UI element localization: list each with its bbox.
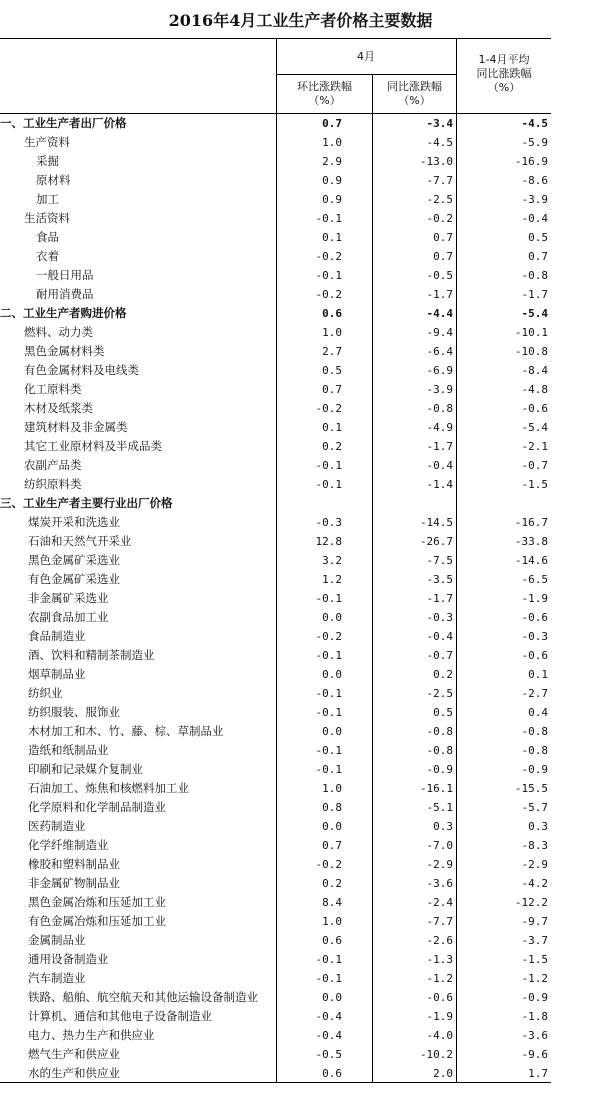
mom-value: 0.0	[322, 611, 342, 624]
avg-value: -3.7	[521, 934, 548, 947]
row-label: 石油加工、炼焦和核燃料加工业	[28, 781, 189, 795]
row-label: 有色金属矿采选业	[28, 572, 120, 586]
mom-value: 0.2	[322, 877, 342, 890]
avg-value: -0.8	[521, 725, 548, 738]
table-row	[0, 209, 551, 228]
table-row	[0, 494, 551, 513]
table-row	[0, 133, 551, 152]
mom-value: -0.2	[315, 858, 342, 871]
yoy-value: -2.4	[426, 896, 453, 909]
mom-value: 0.8	[322, 801, 342, 814]
header-avg-label-1: 1-4月平均	[478, 53, 530, 66]
mom-value: 0.0	[322, 725, 342, 738]
yoy-value: -6.9	[426, 364, 453, 377]
table-row	[0, 760, 551, 779]
yoy-value: -7.0	[426, 839, 453, 852]
table-row	[0, 703, 551, 722]
yoy-value: -1.7	[426, 592, 453, 605]
mom-value: 2.7	[322, 345, 342, 358]
avg-value: -1.2	[521, 972, 548, 985]
row-label: 医药制造业	[28, 819, 86, 833]
header-mom-unit: （%）	[308, 94, 341, 107]
row-label: 化学原料和化学制品制造业	[28, 800, 166, 814]
table-row	[0, 380, 551, 399]
avg-value: -4.2	[521, 877, 548, 890]
yoy-value: -3.5	[426, 573, 453, 586]
yoy-value: -7.5	[426, 554, 453, 567]
row-label: 食品	[36, 230, 59, 244]
table-row	[0, 589, 551, 608]
table-row	[0, 285, 551, 304]
avg-value: -16.9	[514, 155, 548, 168]
yoy-value: -0.6	[426, 991, 453, 1004]
table-row	[0, 912, 551, 931]
avg-value: -10.8	[514, 345, 548, 358]
page-title: 2016年4月工业生产者价格主要数据	[168, 11, 433, 30]
avg-value: -1.9	[521, 592, 548, 605]
row-label: 非金属矿采选业	[28, 591, 109, 605]
row-label: 有色金属冶炼和压延加工业	[28, 914, 166, 928]
mom-value: -0.4	[315, 1010, 342, 1023]
mom-value: 1.0	[322, 782, 342, 795]
mom-value: -0.1	[315, 478, 342, 491]
table-row	[0, 1026, 551, 1045]
row-label: 衣着	[36, 249, 59, 263]
yoy-value: -0.5	[426, 269, 453, 282]
table-row	[0, 798, 551, 817]
table-row	[0, 152, 551, 171]
row-label: 化工原料类	[24, 382, 82, 396]
mom-value: 0.1	[322, 231, 342, 244]
mom-value: 0.5	[322, 364, 342, 377]
row-label: 木材及纸浆类	[24, 401, 93, 415]
row-label: 化学纤维制造业	[28, 838, 109, 852]
avg-value: -0.8	[521, 269, 548, 282]
row-label: 橡胶和塑料制品业	[28, 857, 120, 871]
avg-value: -4.5	[521, 117, 548, 130]
row-label: 燃料、动力类	[24, 325, 93, 339]
yoy-value: -0.9	[426, 763, 453, 776]
mom-value: -0.1	[315, 649, 342, 662]
mom-value: -0.4	[315, 1029, 342, 1042]
header-mom-label: 环比涨跌幅	[297, 80, 352, 93]
yoy-value: 0.5	[433, 706, 453, 719]
table-row	[0, 323, 551, 342]
avg-value: -1.7	[521, 288, 548, 301]
yoy-value: -0.7	[426, 649, 453, 662]
avg-value: -2.9	[521, 858, 548, 871]
avg-value: 0.5	[528, 231, 548, 244]
table-row	[0, 817, 551, 836]
avg-value: -1.8	[521, 1010, 548, 1023]
table-row	[0, 741, 551, 760]
avg-value: -0.6	[521, 611, 548, 624]
avg-value: -0.7	[521, 459, 548, 472]
mom-value: -0.2	[315, 288, 342, 301]
avg-value: -2.1	[521, 440, 548, 453]
table-row	[0, 456, 551, 475]
row-label: 食品制造业	[28, 629, 86, 643]
table-row	[0, 532, 551, 551]
table-row	[0, 190, 551, 209]
mom-value: -0.1	[315, 269, 342, 282]
table-row	[0, 722, 551, 741]
row-label: 一般日用品	[36, 268, 94, 282]
row-label: 造纸和纸制品业	[28, 743, 109, 757]
table-row	[0, 418, 551, 437]
row-label: 铁路、船舶、航空航天和其他运输设备制造业	[28, 990, 258, 1004]
table-row	[0, 988, 551, 1007]
row-label: 金属制品业	[28, 933, 86, 947]
mom-value: -0.1	[315, 687, 342, 700]
mom-value: 0.1	[322, 421, 342, 434]
table-row	[0, 893, 551, 912]
header-avg-label-2: 同比涨跌幅	[476, 67, 532, 80]
header-yoy-unit: （%）	[398, 94, 431, 107]
mom-value: -0.2	[315, 402, 342, 415]
avg-value: -8.6	[521, 174, 548, 187]
avg-value: -3.9	[521, 193, 548, 206]
row-label: 电力、热力生产和供应业	[28, 1028, 155, 1042]
row-label: 汽车制造业	[28, 971, 86, 985]
mom-value: -0.1	[315, 706, 342, 719]
table-row	[0, 399, 551, 418]
yoy-value: -3.4	[426, 117, 453, 130]
header-yoy-label: 同比涨跌幅	[387, 80, 442, 93]
mom-value: 0.9	[322, 193, 342, 206]
yoy-value: -10.2	[419, 1048, 453, 1061]
table-row	[0, 570, 551, 589]
row-label: 煤炭开采和洗选业	[28, 515, 120, 529]
avg-value: 1.7	[528, 1067, 548, 1080]
row-label: 燃气生产和供应业	[28, 1047, 120, 1061]
table-row	[0, 665, 551, 684]
avg-value: -2.7	[521, 687, 548, 700]
row-label: 计算机、通信和其他电子设备制造业	[28, 1009, 212, 1023]
yoy-value: -4.0	[426, 1029, 453, 1042]
avg-value: -5.4	[521, 307, 548, 320]
row-label: 生活资料	[24, 211, 70, 225]
table-row	[0, 171, 551, 190]
avg-value: -10.1	[514, 326, 548, 339]
avg-value: 0.1	[528, 668, 548, 681]
yoy-value: -3.6	[426, 877, 453, 890]
yoy-value: -7.7	[426, 915, 453, 928]
table-row	[0, 608, 551, 627]
table-row	[0, 228, 551, 247]
table-row	[0, 361, 551, 380]
row-label: 一、工业生产者出厂价格	[0, 116, 127, 130]
row-label: 非金属矿物制品业	[28, 876, 120, 890]
row-label: 黑色金属材料类	[24, 344, 105, 358]
yoy-value: -2.6	[426, 934, 453, 947]
avg-value: 0.3	[528, 820, 548, 833]
row-label: 其它工业原材料及半成品类	[24, 439, 162, 453]
row-label: 水的生产和供应业	[28, 1066, 120, 1080]
table-row	[0, 513, 551, 532]
row-label: 黑色金属矿采选业	[28, 553, 120, 567]
header-avg-unit: （%）	[487, 81, 521, 94]
avg-value: 0.4	[528, 706, 548, 719]
mom-value: -0.1	[315, 592, 342, 605]
row-label: 耐用消费品	[36, 287, 94, 301]
yoy-value: -0.3	[426, 611, 453, 624]
avg-value: -6.5	[521, 573, 548, 586]
mom-value: -0.1	[315, 459, 342, 472]
avg-value: -0.6	[521, 402, 548, 415]
row-label: 农副产品类	[24, 458, 82, 472]
table-row	[0, 684, 551, 703]
yoy-value: -0.8	[426, 725, 453, 738]
mom-value: 2.9	[322, 155, 342, 168]
yoy-value: -14.5	[419, 516, 453, 529]
table-row	[0, 304, 551, 323]
yoy-value: 0.2	[433, 668, 453, 681]
yoy-value: -13.0	[419, 155, 453, 168]
mom-value: 12.8	[315, 535, 342, 548]
table-row	[0, 437, 551, 456]
avg-value: -0.9	[521, 763, 548, 776]
avg-value: -14.6	[514, 554, 548, 567]
mom-value: 3.2	[322, 554, 342, 567]
avg-value: -1.5	[521, 478, 548, 491]
yoy-value: -1.3	[426, 953, 453, 966]
yoy-value: -7.7	[426, 174, 453, 187]
mom-value: 0.7	[322, 117, 342, 130]
row-label: 三、工业生产者主要行业出厂价格	[0, 496, 173, 510]
yoy-value: -4.9	[426, 421, 453, 434]
table-row	[0, 779, 551, 798]
mom-value: -0.5	[315, 1048, 342, 1061]
mom-value: 0.2	[322, 440, 342, 453]
header-mom	[277, 80, 372, 108]
row-label: 纺织服装、服饰业	[28, 705, 120, 719]
mom-value: 0.0	[322, 991, 342, 1004]
mom-value: 0.0	[322, 820, 342, 833]
row-label: 农副食品加工业	[28, 610, 109, 624]
row-label: 加工	[36, 192, 59, 206]
avg-value: -8.3	[521, 839, 548, 852]
yoy-value: -1.7	[426, 440, 453, 453]
row-label: 纺织业	[28, 686, 63, 700]
row-label: 二、工业生产者购进价格	[0, 306, 127, 320]
yoy-value: 0.7	[433, 231, 453, 244]
table-row	[0, 342, 551, 361]
yoy-value: -0.4	[426, 459, 453, 472]
row-label: 印刷和记录媒介复制业	[28, 762, 143, 776]
table-row	[0, 1045, 551, 1064]
table-row	[0, 836, 551, 855]
row-label: 纺织原料类	[24, 477, 82, 491]
yoy-value: -6.4	[426, 345, 453, 358]
row-label: 酒、饮料和精制茶制造业	[28, 648, 155, 662]
avg-value: -8.4	[521, 364, 548, 377]
table-row	[0, 855, 551, 874]
row-label: 黑色金属冶炼和压延加工业	[28, 895, 166, 909]
row-label: 石油和天然气开采业	[28, 534, 132, 548]
yoy-value: -5.1	[426, 801, 453, 814]
avg-value: -0.8	[521, 744, 548, 757]
mom-value: 1.0	[322, 326, 342, 339]
yoy-value: -2.5	[426, 687, 453, 700]
avg-value: -9.6	[521, 1048, 548, 1061]
mom-value: 0.7	[322, 839, 342, 852]
avg-value: -0.6	[521, 649, 548, 662]
mom-value: -0.2	[315, 250, 342, 263]
mom-value: -0.2	[315, 630, 342, 643]
table-row	[0, 266, 551, 285]
table-row	[0, 114, 551, 133]
avg-value: -5.9	[521, 136, 548, 149]
row-label: 烟草制品业	[28, 667, 86, 681]
header-month: 4月	[357, 50, 375, 63]
avg-value: 0.7	[528, 250, 548, 263]
mom-value: -0.1	[315, 212, 342, 225]
mom-value: 0.6	[322, 934, 342, 947]
yoy-value: -0.4	[426, 630, 453, 643]
mom-value: -0.1	[315, 744, 342, 757]
row-label: 生产资料	[24, 135, 70, 149]
table-row	[0, 1064, 551, 1083]
avg-value: -12.2	[514, 896, 548, 909]
yoy-value: -16.1	[419, 782, 453, 795]
row-label: 通用设备制造业	[28, 952, 109, 966]
yoy-value: -1.9	[426, 1010, 453, 1023]
yoy-value: 0.3	[433, 820, 453, 833]
yoy-value: -1.7	[426, 288, 453, 301]
table-row	[0, 475, 551, 494]
avg-value: -4.8	[521, 383, 548, 396]
yoy-value: -3.9	[426, 383, 453, 396]
yoy-value: -0.2	[426, 212, 453, 225]
header-avg	[457, 53, 551, 95]
avg-value: -33.8	[514, 535, 548, 548]
yoy-value: -0.8	[426, 744, 453, 757]
table-row	[0, 969, 551, 988]
header-yoy	[373, 80, 456, 108]
avg-value: -9.7	[521, 915, 548, 928]
mom-value: -0.3	[315, 516, 342, 529]
row-label: 采掘	[36, 154, 59, 168]
avg-value: -0.4	[521, 212, 548, 225]
table-row	[0, 247, 551, 266]
mom-value: 0.0	[322, 668, 342, 681]
header-month-divider	[276, 74, 456, 75]
mom-value: 0.9	[322, 174, 342, 187]
avg-value: -1.5	[521, 953, 548, 966]
mom-value: 0.6	[322, 307, 342, 320]
yoy-value: -0.8	[426, 402, 453, 415]
row-label: 有色金属材料及电线类	[24, 363, 139, 377]
table-row	[0, 646, 551, 665]
avg-value: -5.7	[521, 801, 548, 814]
row-label: 木材加工和木、竹、藤、棕、草制品业	[28, 724, 224, 738]
yoy-value: -2.9	[426, 858, 453, 871]
table-row	[0, 627, 551, 646]
mom-value: 0.6	[322, 1067, 342, 1080]
row-label: 原材料	[36, 173, 71, 187]
mom-value: 0.7	[322, 383, 342, 396]
mom-value: -0.1	[315, 763, 342, 776]
table-row	[0, 931, 551, 950]
table-row	[0, 950, 551, 969]
yoy-value: 2.0	[433, 1067, 453, 1080]
yoy-value: -1.2	[426, 972, 453, 985]
yoy-value: 0.7	[433, 250, 453, 263]
table-row	[0, 551, 551, 570]
yoy-value: -2.5	[426, 193, 453, 206]
mom-value: -0.1	[315, 953, 342, 966]
avg-value: -15.5	[514, 782, 548, 795]
yoy-value: -9.4	[426, 326, 453, 339]
mom-value: 8.4	[322, 896, 342, 909]
table-row	[0, 874, 551, 893]
mom-value: -0.1	[315, 972, 342, 985]
row-label: 建筑材料及非金属类	[24, 420, 128, 434]
table-row	[0, 1007, 551, 1026]
avg-value: -3.6	[521, 1029, 548, 1042]
avg-value: -5.4	[521, 421, 548, 434]
yoy-value: -4.4	[426, 307, 453, 320]
mom-value: 1.2	[322, 573, 342, 586]
mom-value: 1.0	[322, 136, 342, 149]
avg-value: -16.7	[514, 516, 548, 529]
avg-value: -0.3	[521, 630, 548, 643]
yoy-value: -1.4	[426, 478, 453, 491]
yoy-value: -4.5	[426, 136, 453, 149]
yoy-value: -26.7	[419, 535, 453, 548]
mom-value: 1.0	[322, 915, 342, 928]
avg-value: -0.9	[521, 991, 548, 1004]
